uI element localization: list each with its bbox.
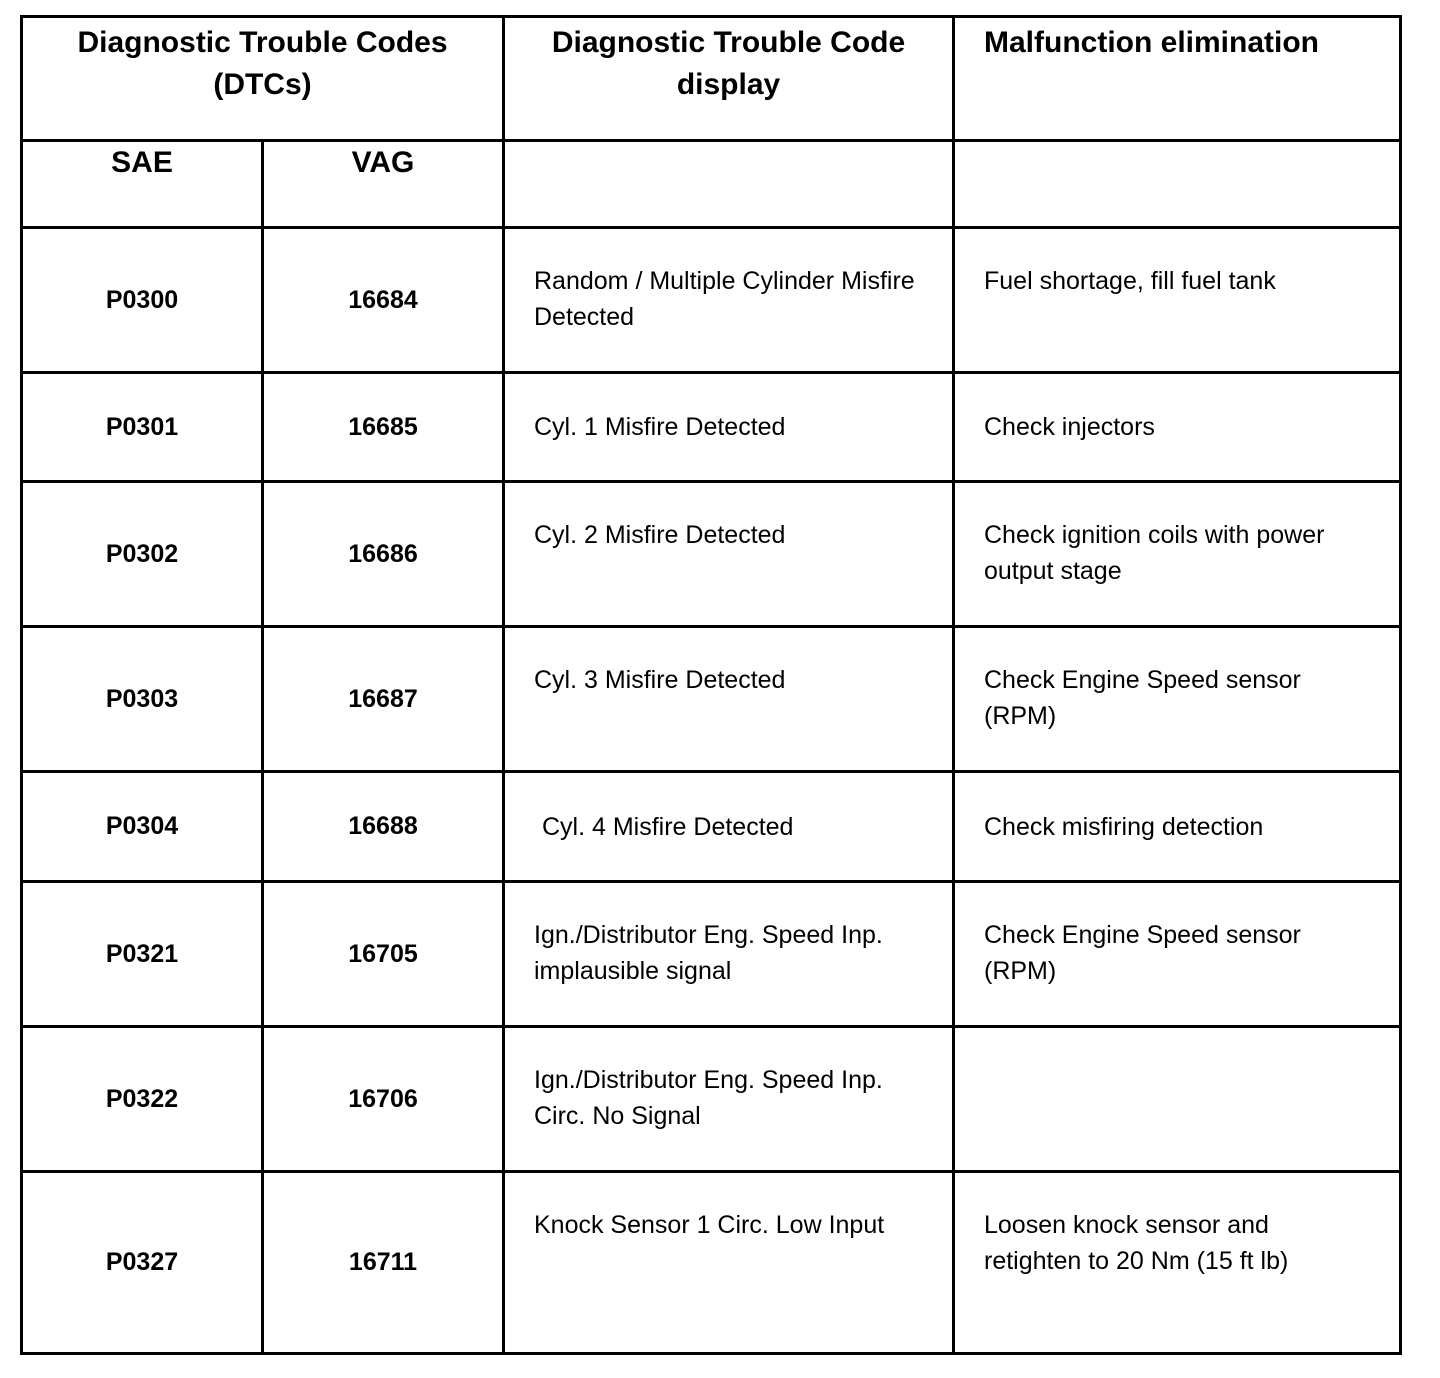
- malfunction-text: Check Engine Speed sensor (RPM): [954, 882, 1401, 1027]
- table-row: [22, 772, 1401, 882]
- vag-code: 16684: [263, 228, 504, 373]
- malfunction-text: Check injectors: [954, 373, 1401, 482]
- subheader-vag: VAG: [263, 141, 504, 228]
- header-malfunction: Malfunction elimination: [954, 17, 1401, 141]
- header-display-label: Diagnostic Trouble Code display: [551, 26, 906, 101]
- dtc-display-text: Random / Multiple Cylinder Misfire Detected: [504, 228, 954, 373]
- malfunction-text: [954, 1027, 1401, 1172]
- vag-code: 16705: [263, 882, 504, 1027]
- header-display: [504, 17, 954, 141]
- sae-code: P0300: [22, 228, 263, 373]
- dtc-display-text: Knock Sensor 1 Circ. Low Input: [504, 1172, 954, 1354]
- dtc-display-text: Cyl. 1 Misfire Detected: [504, 373, 954, 482]
- sae-code: P0327: [22, 1172, 263, 1354]
- malfunction-text: Fuel shortage, fill fuel tank: [954, 228, 1401, 373]
- subheader-sae: SAE: [22, 141, 263, 228]
- vag-code: 16706: [263, 1027, 504, 1172]
- header-dtc-label: Diagnostic Trouble Codes (DTCs): [77, 26, 448, 101]
- vag-code: 16685: [263, 373, 504, 482]
- table-row: [22, 882, 1401, 1027]
- dtc-display-text: Cyl. 4 Misfire Detected: [504, 772, 954, 882]
- sae-code: P0302: [22, 482, 263, 627]
- table-row: [22, 228, 1401, 373]
- table-row: [22, 627, 1401, 772]
- malfunction-text: Check misfiring detection: [954, 772, 1401, 882]
- vag-code: 16687: [263, 627, 504, 772]
- subheader-display-empty: [504, 141, 954, 228]
- sae-code: P0322: [22, 1027, 263, 1172]
- malfunction-text: Check Engine Speed sensor (RPM): [954, 627, 1401, 772]
- sae-code: P0321: [22, 882, 263, 1027]
- table-row: [22, 1172, 1401, 1354]
- malfunction-text: Check ignition coils with power output stage: [954, 482, 1401, 627]
- dtc-display-text: Cyl. 3 Misfire Detected: [504, 627, 954, 772]
- header-dtc: [22, 17, 504, 141]
- dtc-display-text: Cyl. 2 Misfire Detected: [504, 482, 954, 627]
- table-row: [22, 482, 1401, 627]
- dtc-display-text: Ign./Distributor Eng. Speed Inp. Circ. No Signal: [504, 1027, 954, 1172]
- table-subheader-row: [22, 141, 1401, 228]
- sae-code: P0304: [22, 772, 263, 882]
- vag-code: 16711: [263, 1172, 504, 1354]
- sae-code: P0301: [22, 373, 263, 482]
- vag-code: 16688: [263, 772, 504, 882]
- sae-code: P0303: [22, 627, 263, 772]
- subheader-malfunction-empty: [954, 141, 1401, 228]
- dtc-display-text: Ign./Distributor Eng. Speed Inp. implausible signal: [504, 882, 954, 1027]
- vag-code: 16686: [263, 482, 504, 627]
- table-header-row: [22, 17, 1401, 141]
- dtc-table: [20, 15, 1402, 1355]
- table-row: [22, 373, 1401, 482]
- malfunction-text: Loosen knock sensor and retighten to 20 Nm (15 ft lb): [954, 1172, 1401, 1354]
- table-row: [22, 1027, 1401, 1172]
